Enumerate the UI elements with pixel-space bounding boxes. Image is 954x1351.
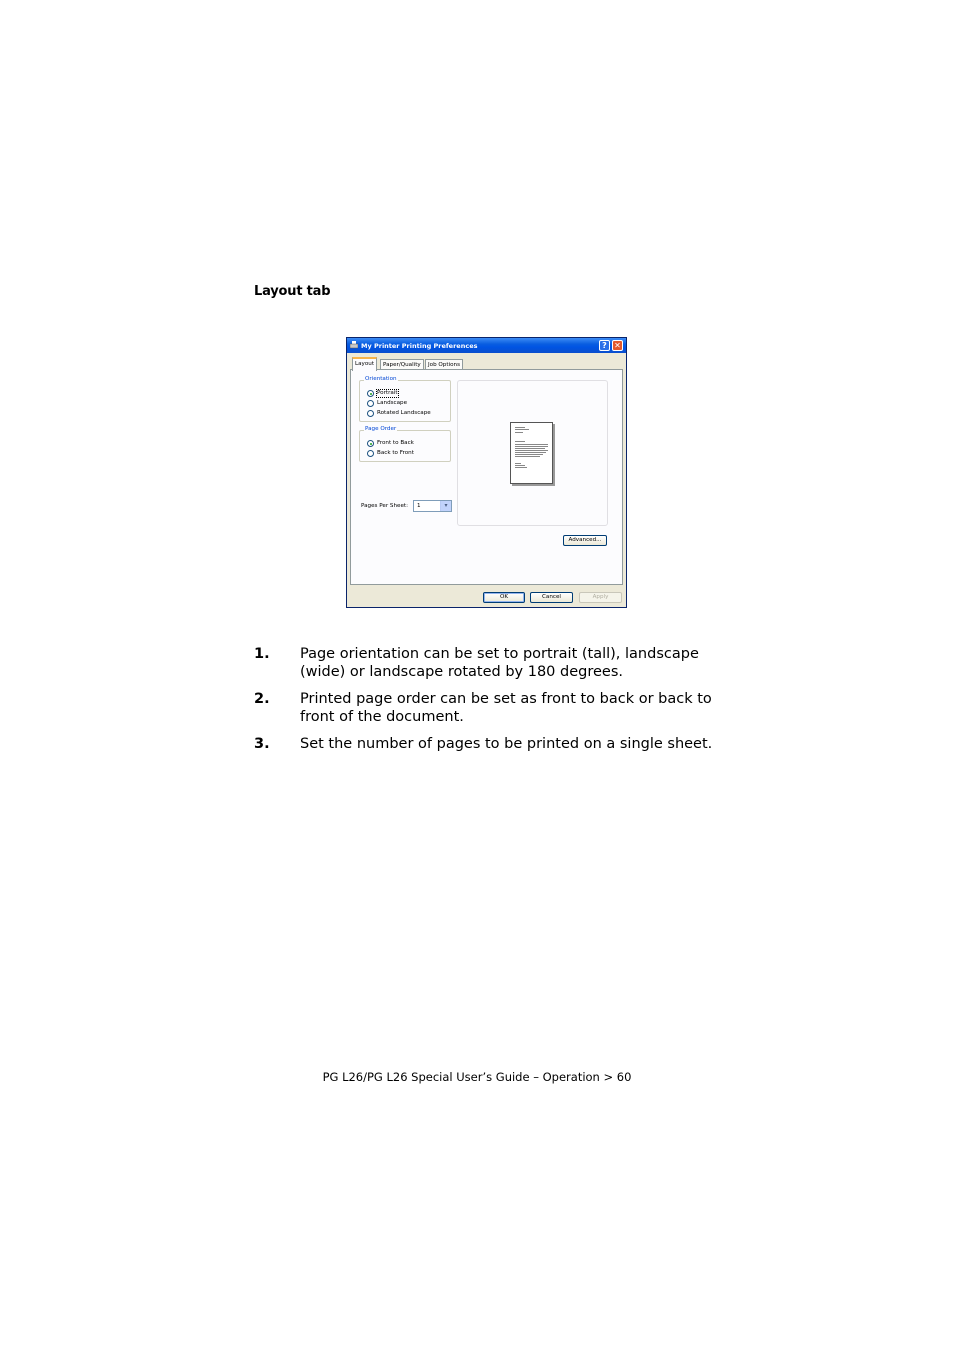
step-text: Printed page order can be set as front to back or back to front of the document. xyxy=(300,691,712,725)
pages-per-sheet-value: 1 xyxy=(417,503,421,509)
page-order-group xyxy=(359,426,451,462)
pages-per-sheet-select[interactable] xyxy=(413,500,452,512)
printer-icon xyxy=(350,341,358,349)
orientation-group xyxy=(359,376,451,422)
radio-unselected-icon xyxy=(367,450,374,457)
step-text: Set the number of pages to be printed on a single sheet. xyxy=(300,736,713,752)
radio-selected-icon xyxy=(367,390,374,397)
printing-preferences-dialog xyxy=(346,337,627,608)
radio-portrait-label: Portrait xyxy=(377,390,398,396)
step-text: Page orientation can be set to portrait (tall), landscape (wide) or landscape rotated by 180 degrees. xyxy=(300,646,699,680)
step-number: 3. xyxy=(254,736,270,752)
dialog-titlebar[interactable] xyxy=(347,338,626,353)
advanced-button[interactable]: Advanced... xyxy=(563,535,607,546)
page-order-label: Page Order xyxy=(365,426,397,432)
radio-front-to-back-label: Front to Back xyxy=(377,440,414,446)
cancel-button[interactable]: Cancel xyxy=(530,592,573,603)
pages-per-sheet-label: Pages Per Sheet: xyxy=(361,503,408,509)
layout-preview xyxy=(457,380,608,526)
radio-back-to-front-label: Back to Front xyxy=(377,450,414,456)
tab-paper-quality[interactable]: Paper/Quality xyxy=(380,359,424,370)
page-preview-icon xyxy=(510,422,553,484)
layout-panel xyxy=(350,369,623,585)
radio-selected-icon xyxy=(367,440,374,447)
step-number: 2. xyxy=(254,691,270,707)
tab-job-options[interactable]: Job Options xyxy=(425,359,463,370)
chevron-down-icon[interactable]: ▾ xyxy=(440,501,451,511)
radio-rotated-landscape-label: Rotated Landscape xyxy=(377,410,431,416)
section-heading: Layout tab xyxy=(254,284,331,299)
step-number: 1. xyxy=(254,646,270,662)
page-footer: PG L26/PG L26 Special User’s Guide – Operation > 60 xyxy=(322,1070,632,1084)
tab-layout[interactable]: Layout xyxy=(352,357,377,371)
radio-landscape-label: Landscape xyxy=(377,400,408,406)
apply-button[interactable]: Apply xyxy=(579,592,622,603)
dialog-title: My Printer Printing Preferences xyxy=(361,342,478,350)
orientation-label: Orientation xyxy=(365,376,397,382)
radio-unselected-icon xyxy=(367,410,374,417)
help-button[interactable]: ? xyxy=(599,340,610,351)
ok-button[interactable]: OK xyxy=(483,592,525,603)
radio-unselected-icon xyxy=(367,400,374,407)
close-button[interactable]: ✕ xyxy=(612,340,623,351)
